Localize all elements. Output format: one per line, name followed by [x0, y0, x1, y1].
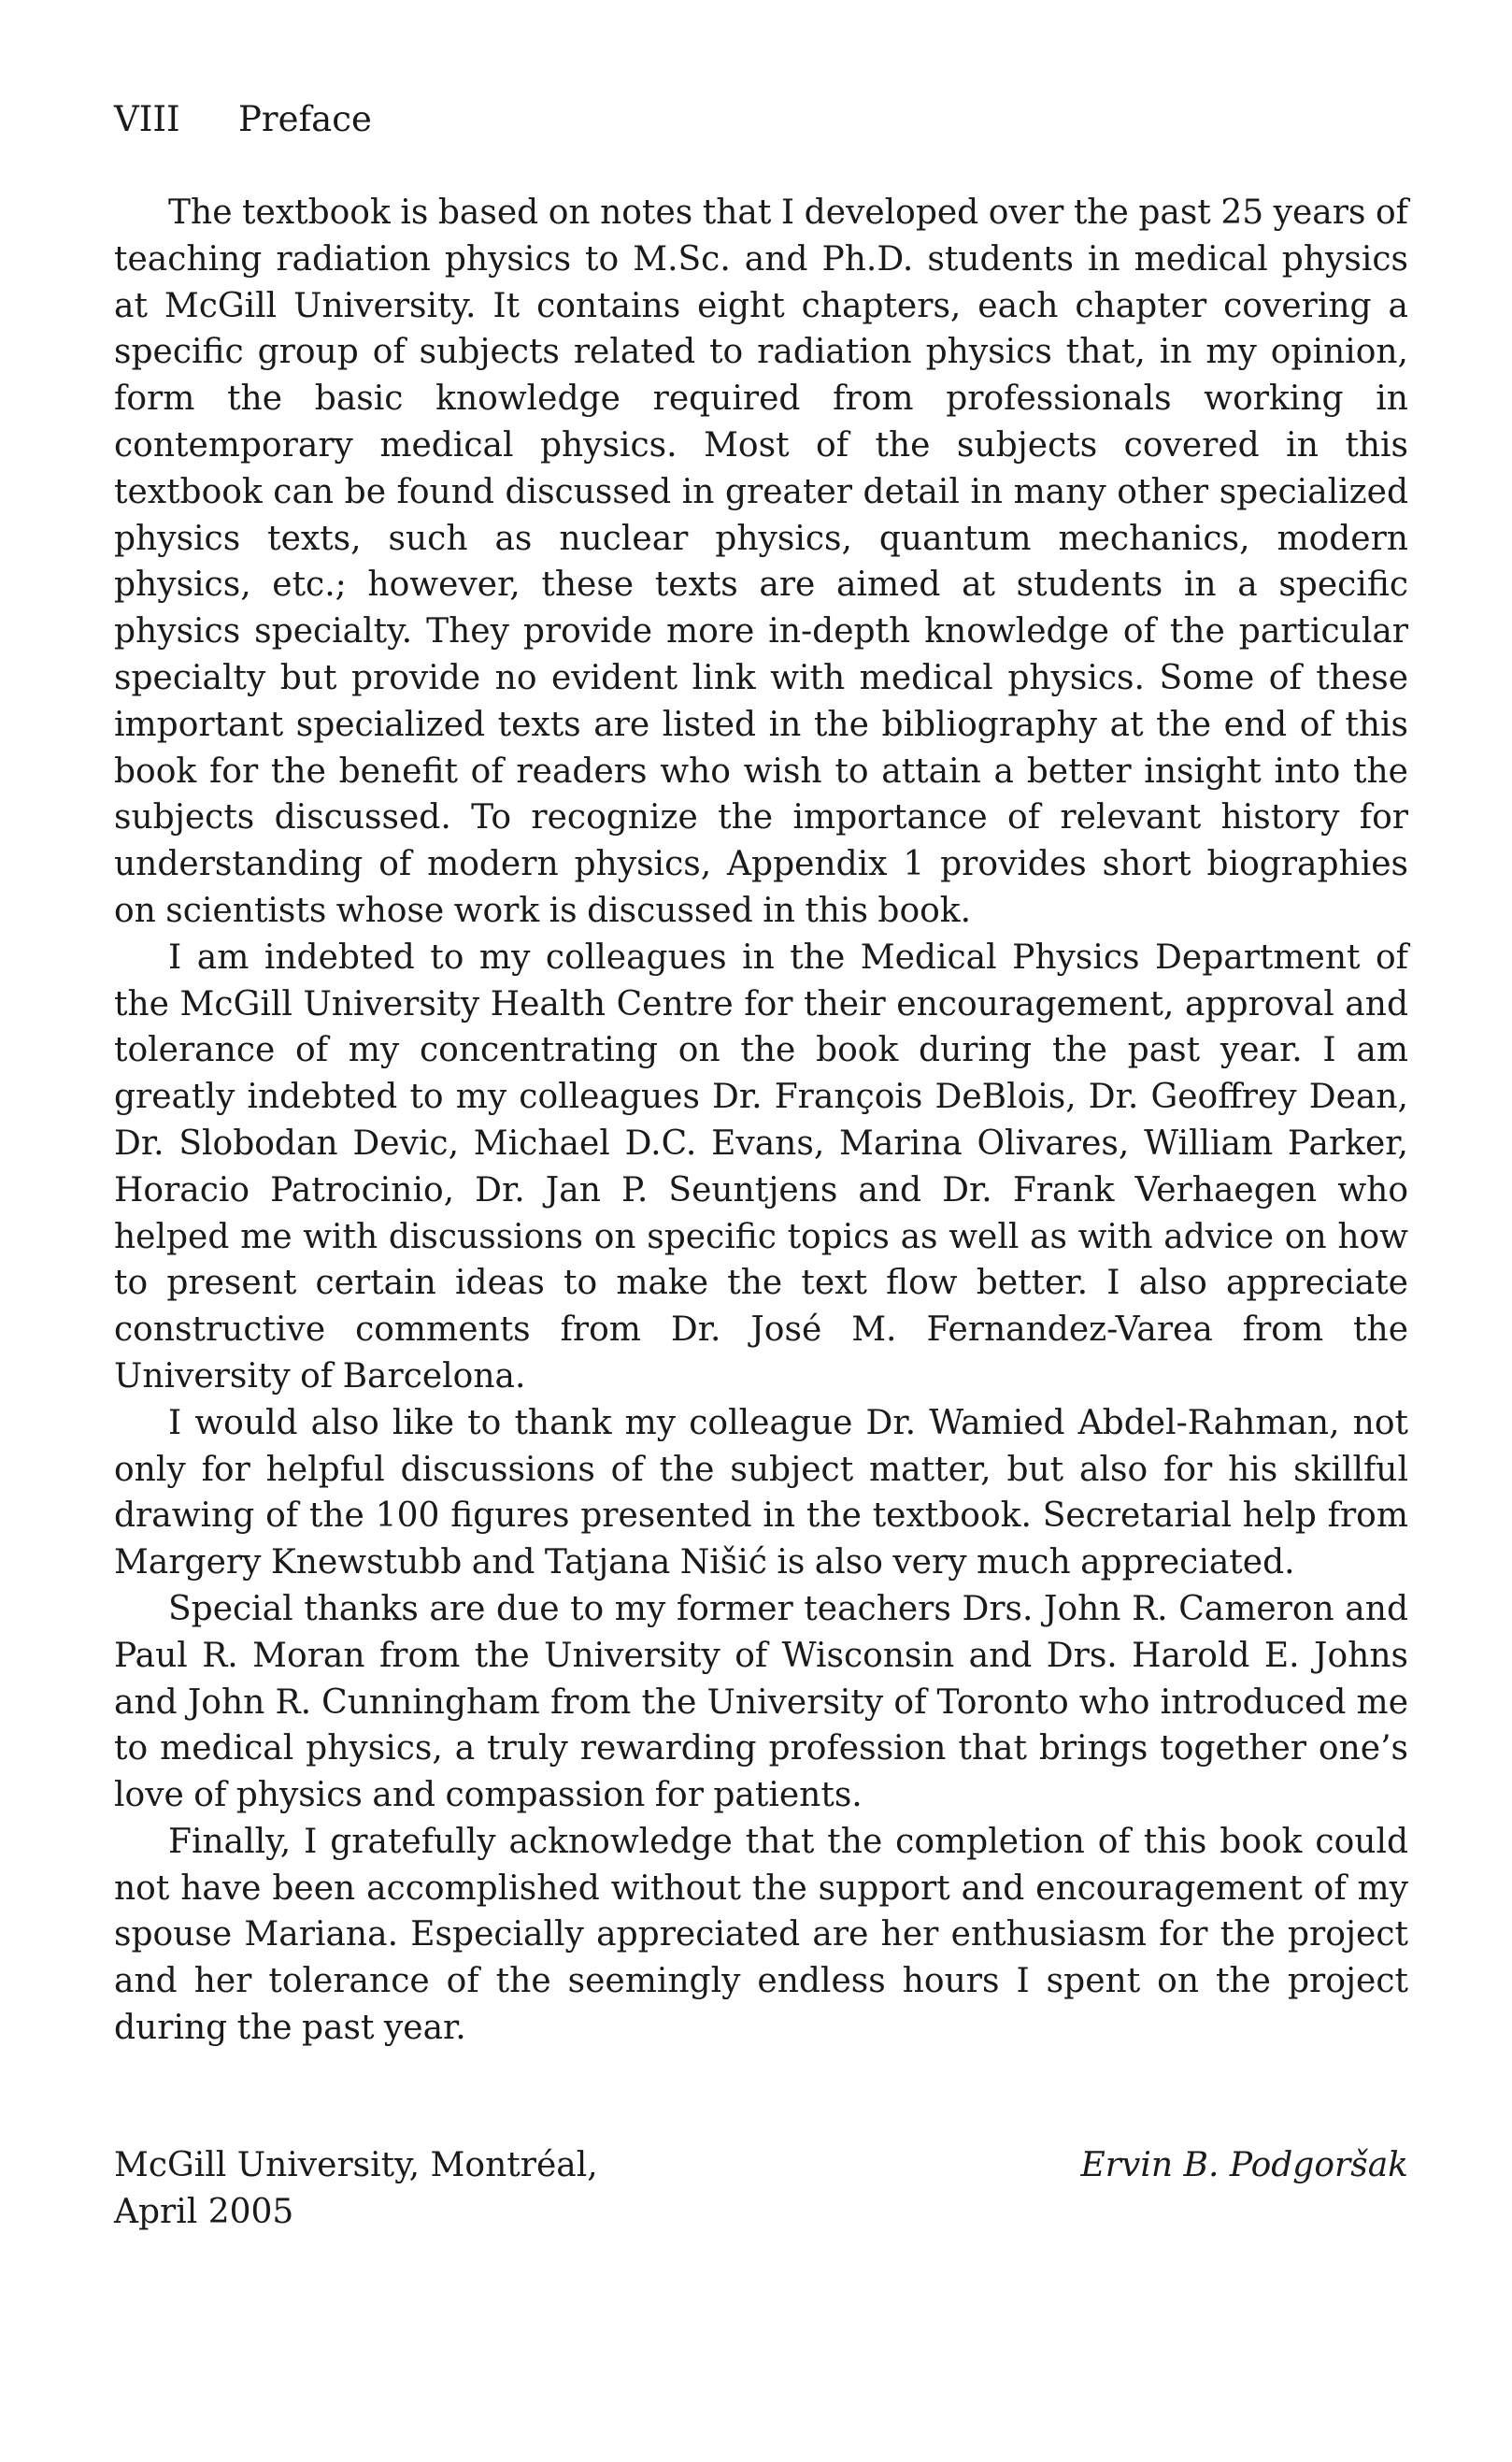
- date: April 2005: [114, 2192, 294, 2231]
- paragraph-1: The textbook is based on notes that I developed over the past 25 years of teaching radiation physics to M.Sc. and Ph.D. students in medical physics at McGill University. It contains eight chapters, each chapter covering a specific group of subjects related to radiation physics that, in my opinion, form the basic knowledge required from professionals working in contemporary medical physics. Most of the subjects covered in this textbook can be found discussed in greater detail in many other specialized physics texts, such as nuclear physics, quantum mechanics, modern physics, etc.; however, these texts are aimed at students in a specific physics specialty. They provide more in-depth knowledge of the particular specialty but provide no evident link with medical physics. Some of these important specialized texts are listed in the bibliography at the end of this book for the benefit of readers who wish to attain a better insight into the subjects discussed. To recognize the importance of relevant history for understanding of modern physics, Appendix 1 provides short biographies on scientists whose work is discussed in this book.: [114, 193, 1408, 930]
- paragraph-3: I would also like to thank my colleague Dr. Wamied Abdel-Rahman, not only for helpful discussions of the subject matter, but also for his skillful drawing of the 100 figures presented in the textbook. Secretarial help from Margery Knewstubb and Tatjana Nišić is also very much appreciated.: [114, 1403, 1408, 1582]
- author-name: Ervin B. Podgoršak: [1080, 2145, 1408, 2184]
- paragraph-5: Finally, I gratefully acknowledge that the completion of this book could not have been accomplished without the support and encouragement of my spouse Mariana. Especially appreciated are her enthusiasm for the project and her tolerance of the seemingly endless hours I spent on the project during the past year.: [114, 1822, 1408, 2048]
- section-title: Preface: [238, 99, 372, 139]
- paragraph-2: I am indebted to my colleagues in the Medical Physics Department of the McGill University Health Centre for their encouragement, approval and tolerance of my concentrating on the book during the past year. I am greatly indebted to my colleagues Dr. François DeBlois, Dr. Geoffrey Dean, Dr. Slobodan Devic, Michael D.C. Evans, Marina Olivares, William Parker, Horacio Patrocinio, Dr. Jan P. Seuntjens and Dr. Frank Verhaegen who helped me with discussions on specific topics as well as with advice on how to present certain ideas to make the text flow better. I also appreciate constructive comments from Dr. José M. Fernandez-Varea from the University of Barcelona.: [114, 938, 1408, 1396]
- place: McGill University, Montréal,: [114, 2145, 598, 2184]
- page: [114, 98, 1408, 2236]
- paragraph-4: Special thanks are due to my former teachers Drs. John R. Cameron and Paul R. Moran from the University of Wisconsin and Drs. Harold E. Johns and John R. Cunningham from the University of Toronto who introduced me to medical physics, a truly rewarding profession that brings together one’s love of physics and compassion for patients.: [114, 1589, 1408, 1815]
- sign-off: [114, 2142, 1408, 2236]
- running-head: [114, 98, 1408, 141]
- place-date: [114, 2142, 598, 2236]
- page-number: VIII: [114, 99, 180, 139]
- preface-body: [114, 190, 1408, 2052]
